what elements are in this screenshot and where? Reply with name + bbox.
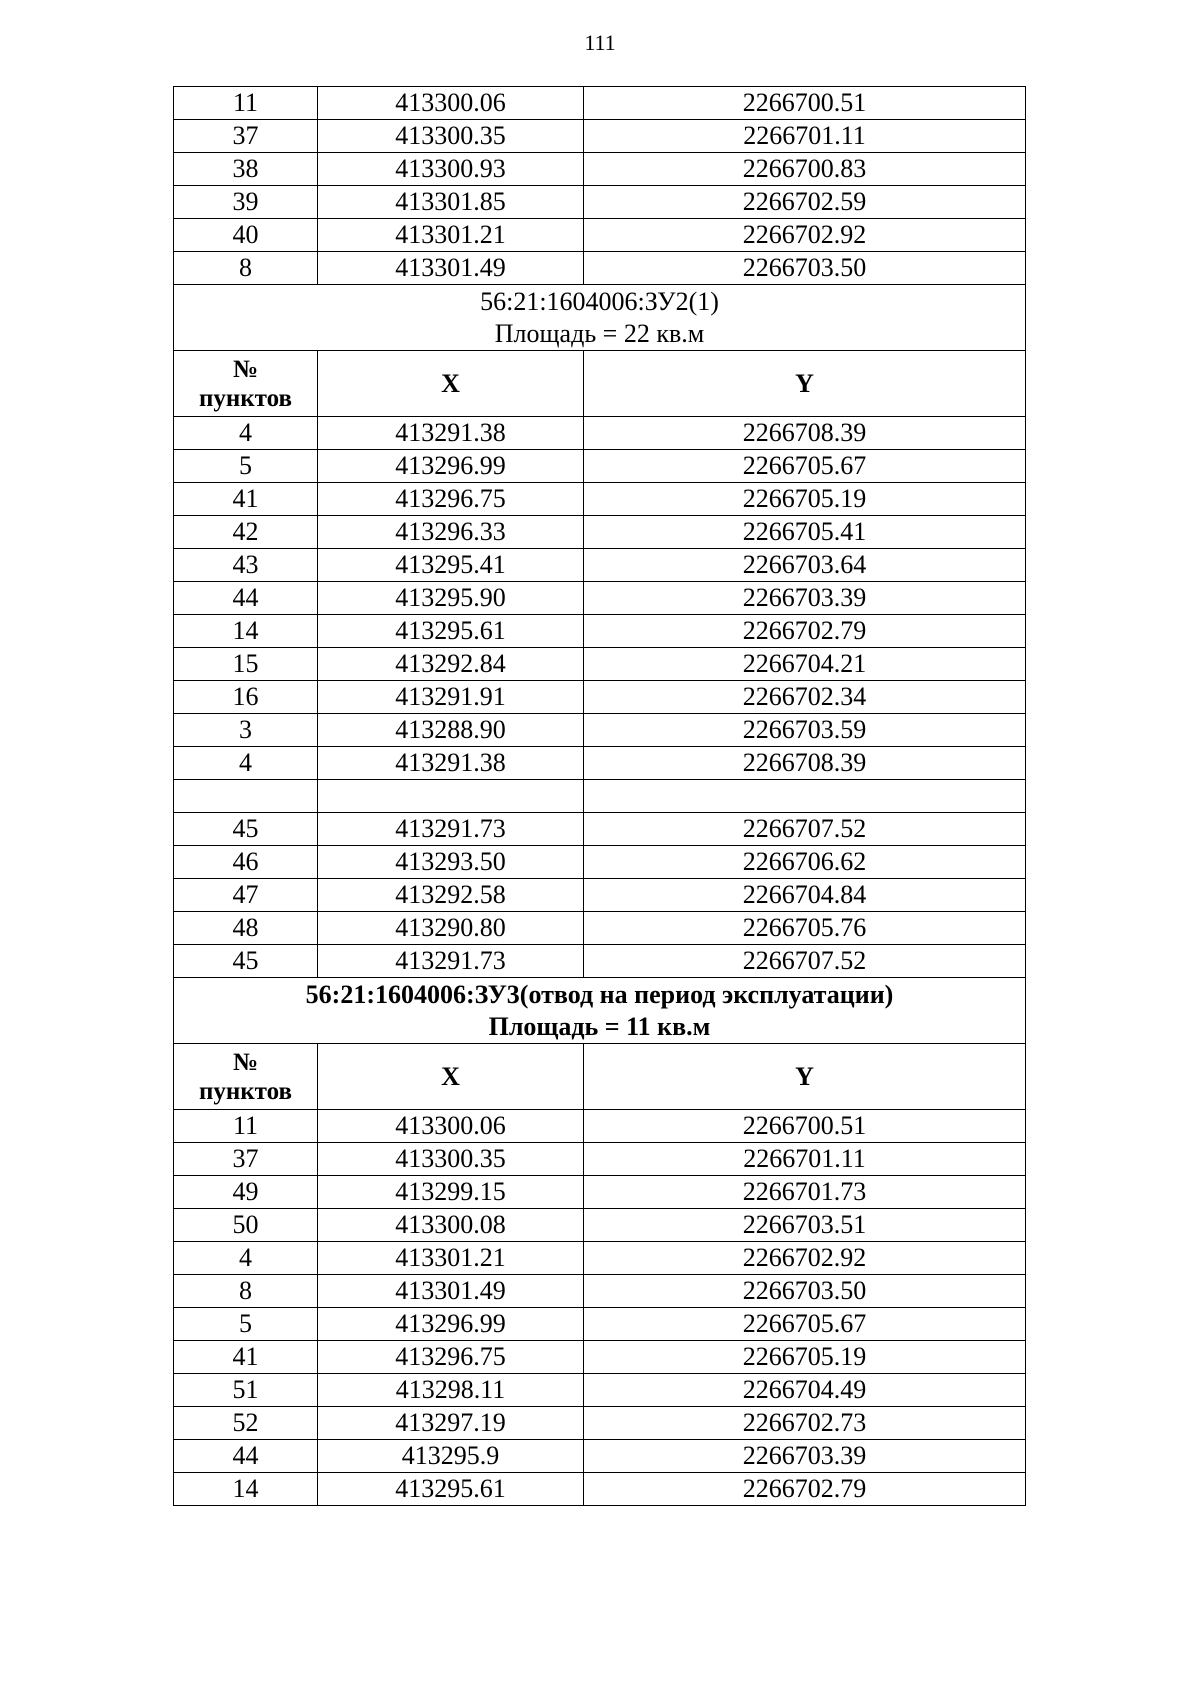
- point-number-header-word: пунктов: [198, 384, 293, 412]
- x-coordinate-cell: 413295.90: [318, 582, 584, 615]
- point-number-cell: 52: [174, 1407, 318, 1440]
- x-coordinate-cell: 413300.06: [318, 1110, 584, 1143]
- table-row: [174, 153, 1026, 186]
- column-header-row: [174, 1044, 1026, 1110]
- table-row: [174, 1176, 1026, 1209]
- x-coordinate-cell: 413301.85: [318, 186, 584, 219]
- point-number-header: [174, 1044, 318, 1110]
- x-coordinate-cell: 413301.21: [318, 219, 584, 252]
- table-row: [174, 549, 1026, 582]
- y-coordinate-cell: 2266700.51: [584, 1110, 1026, 1143]
- point-number-header-symbol: №: [232, 1048, 259, 1076]
- point-number-cell: 3: [174, 714, 318, 747]
- x-coordinate-cell: 413295.9: [318, 1440, 584, 1473]
- point-number-cell: 41: [174, 1341, 318, 1374]
- table-row: [174, 1209, 1026, 1242]
- section-title-cell: [174, 978, 1026, 1044]
- x-coordinate-cell: 413301.49: [318, 1275, 584, 1308]
- y-coordinate-cell: 2266707.52: [584, 945, 1026, 978]
- x-coordinate-cell: 413301.21: [318, 1242, 584, 1275]
- table-row: [174, 648, 1026, 681]
- table-row: [174, 186, 1026, 219]
- section-header-row: [174, 978, 1026, 1044]
- table-row: [174, 879, 1026, 912]
- table-row: [174, 1308, 1026, 1341]
- point-number-cell: 8: [174, 252, 318, 285]
- point-number-cell: 45: [174, 813, 318, 846]
- y-coordinate-cell: 2266703.50: [584, 1275, 1026, 1308]
- table-row: [174, 780, 1026, 813]
- y-coordinate-cell: 2266703.39: [584, 1440, 1026, 1473]
- y-coordinate-cell: 2266705.67: [584, 450, 1026, 483]
- y-coordinate-cell: 2266702.73: [584, 1407, 1026, 1440]
- point-number-cell: 37: [174, 120, 318, 153]
- table-row: [174, 252, 1026, 285]
- y-coordinate-cell: 2266708.39: [584, 747, 1026, 780]
- point-number-cell: 4: [174, 747, 318, 780]
- y-coordinate-cell: 2266703.59: [584, 714, 1026, 747]
- point-number-cell: 48: [174, 912, 318, 945]
- table-row: [174, 681, 1026, 714]
- point-number-cell: 45: [174, 945, 318, 978]
- table-row: [174, 1110, 1026, 1143]
- point-number-cell: 39: [174, 186, 318, 219]
- x-coordinate-cell: 413298.11: [318, 1374, 584, 1407]
- x-coordinate-cell: 413292.84: [318, 648, 584, 681]
- y-coordinate-cell: 2266702.92: [584, 219, 1026, 252]
- page-number: 111: [584, 30, 616, 55]
- y-coordinate-cell: 2266702.79: [584, 615, 1026, 648]
- point-number-cell: 42: [174, 516, 318, 549]
- x-coordinate-cell: 413291.38: [318, 747, 584, 780]
- point-number-cell: 15: [174, 648, 318, 681]
- x-coordinate-cell: [318, 780, 584, 813]
- table-row: [174, 1341, 1026, 1374]
- x-coordinate-cell: 413296.99: [318, 450, 584, 483]
- point-number-cell: 4: [174, 417, 318, 450]
- table-row: [174, 516, 1026, 549]
- x-coordinate-cell: 413288.90: [318, 714, 584, 747]
- x-coordinate-cell: 413295.61: [318, 1473, 584, 1506]
- y-coordinate-cell: [584, 780, 1026, 813]
- x-coordinate-cell: 413300.35: [318, 120, 584, 153]
- y-coordinate-cell: 2266702.92: [584, 1242, 1026, 1275]
- table-row: [174, 1275, 1026, 1308]
- y-coordinate-cell: 2266705.19: [584, 1341, 1026, 1374]
- table-row: [174, 450, 1026, 483]
- point-number-header-symbol: №: [232, 355, 259, 383]
- point-number-cell: 38: [174, 153, 318, 186]
- table-row: [174, 483, 1026, 516]
- x-coordinate-cell: 413300.06: [318, 87, 584, 120]
- x-coordinate-cell: 413296.75: [318, 1341, 584, 1374]
- point-number-cell: 37: [174, 1143, 318, 1176]
- point-number-cell: 5: [174, 1308, 318, 1341]
- y-coordinate-cell: 2266705.76: [584, 912, 1026, 945]
- y-coordinate-cell: 2266703.50: [584, 252, 1026, 285]
- x-coordinate-cell: 413296.33: [318, 516, 584, 549]
- y-coordinate-cell: 2266702.79: [584, 1473, 1026, 1506]
- table-row: [174, 813, 1026, 846]
- point-number-cell: 14: [174, 1473, 318, 1506]
- parcel-area: Площадь = 11 кв.м: [488, 1011, 711, 1041]
- y-column-header: Y: [584, 351, 1026, 417]
- y-coordinate-cell: 2266703.64: [584, 549, 1026, 582]
- table-row: [174, 714, 1026, 747]
- point-number-cell: 4: [174, 1242, 318, 1275]
- table-row: [174, 120, 1026, 153]
- y-coordinate-cell: 2266702.34: [584, 681, 1026, 714]
- point-number-cell: 43: [174, 549, 318, 582]
- point-number-cell: 46: [174, 846, 318, 879]
- point-number-cell: 11: [174, 87, 318, 120]
- x-coordinate-cell: 413297.19: [318, 1407, 584, 1440]
- point-number-cell: 50: [174, 1209, 318, 1242]
- table-row: [174, 1407, 1026, 1440]
- table-row: [174, 417, 1026, 450]
- y-coordinate-cell: 2266708.39: [584, 417, 1026, 450]
- y-coordinate-cell: 2266704.21: [584, 648, 1026, 681]
- y-coordinate-cell: 2266703.51: [584, 1209, 1026, 1242]
- table-row: [174, 912, 1026, 945]
- y-coordinate-cell: 2266703.39: [584, 582, 1026, 615]
- table-row: [174, 1440, 1026, 1473]
- y-coordinate-cell: 2266705.19: [584, 483, 1026, 516]
- x-coordinate-cell: 413291.38: [318, 417, 584, 450]
- y-column-header: Y: [584, 1044, 1026, 1110]
- y-coordinate-cell: 2266701.11: [584, 120, 1026, 153]
- x-coordinate-cell: 413301.49: [318, 252, 584, 285]
- point-number-cell: 51: [174, 1374, 318, 1407]
- parcel-id: 56:21:1604006:ЗУ3(отвод на период эксплуатации): [305, 979, 894, 1009]
- y-coordinate-cell: 2266706.62: [584, 846, 1026, 879]
- y-coordinate-cell: 2266705.41: [584, 516, 1026, 549]
- y-coordinate-cell: 2266701.11: [584, 1143, 1026, 1176]
- y-coordinate-cell: 2266704.49: [584, 1374, 1026, 1407]
- point-number-header: [174, 351, 318, 417]
- table-row: [174, 582, 1026, 615]
- y-coordinate-cell: 2266705.67: [584, 1308, 1026, 1341]
- section-title-cell: [174, 285, 1026, 351]
- table-row: [174, 615, 1026, 648]
- x-coordinate-cell: 413291.91: [318, 681, 584, 714]
- table-row: [174, 87, 1026, 120]
- table-row: [174, 1242, 1026, 1275]
- point-number-cell: 16: [174, 681, 318, 714]
- point-number-cell: 44: [174, 1440, 318, 1473]
- point-number-cell: 8: [174, 1275, 318, 1308]
- point-number-cell: 44: [174, 582, 318, 615]
- parcel-area: Площадь = 22 кв.м: [494, 318, 705, 348]
- coordinates-table: [173, 86, 1026, 1506]
- coordinates-table-body: [174, 87, 1026, 1506]
- y-coordinate-cell: 2266704.84: [584, 879, 1026, 912]
- table-row: [174, 1374, 1026, 1407]
- column-header-row: [174, 351, 1026, 417]
- x-coordinate-cell: 413295.61: [318, 615, 584, 648]
- x-coordinate-cell: 413300.08: [318, 1209, 584, 1242]
- y-coordinate-cell: 2266701.73: [584, 1176, 1026, 1209]
- table-row: [174, 945, 1026, 978]
- x-coordinate-cell: 413291.73: [318, 813, 584, 846]
- y-coordinate-cell: 2266700.51: [584, 87, 1026, 120]
- y-coordinate-cell: 2266700.83: [584, 153, 1026, 186]
- point-number-cell: 40: [174, 219, 318, 252]
- section-header-row: [174, 285, 1026, 351]
- parcel-id: 56:21:1604006:ЗУ2(1): [480, 286, 719, 316]
- x-coordinate-cell: 413300.35: [318, 1143, 584, 1176]
- table-row: [174, 1473, 1026, 1506]
- x-coordinate-cell: 413291.73: [318, 945, 584, 978]
- table-row: [174, 747, 1026, 780]
- point-number-cell: 49: [174, 1176, 318, 1209]
- x-coordinate-cell: 413293.50: [318, 846, 584, 879]
- x-column-header: X: [318, 1044, 584, 1110]
- y-coordinate-cell: 2266707.52: [584, 813, 1026, 846]
- x-coordinate-cell: 413300.93: [318, 153, 584, 186]
- x-coordinate-cell: 413299.15: [318, 1176, 584, 1209]
- table-row: [174, 846, 1026, 879]
- table-row: [174, 1143, 1026, 1176]
- point-number-cell: 11: [174, 1110, 318, 1143]
- x-coordinate-cell: 413292.58: [318, 879, 584, 912]
- y-coordinate-cell: 2266702.59: [584, 186, 1026, 219]
- point-number-cell: [174, 780, 318, 813]
- point-number-cell: 5: [174, 450, 318, 483]
- point-number-cell: 14: [174, 615, 318, 648]
- x-coordinate-cell: 413296.75: [318, 483, 584, 516]
- x-coordinate-cell: 413296.99: [318, 1308, 584, 1341]
- point-number-header-word: пунктов: [198, 1077, 293, 1105]
- x-coordinate-cell: 413290.80: [318, 912, 584, 945]
- table-row: [174, 219, 1026, 252]
- x-coordinate-cell: 413295.41: [318, 549, 584, 582]
- x-column-header: X: [318, 351, 584, 417]
- point-number-cell: 41: [174, 483, 318, 516]
- point-number-cell: 47: [174, 879, 318, 912]
